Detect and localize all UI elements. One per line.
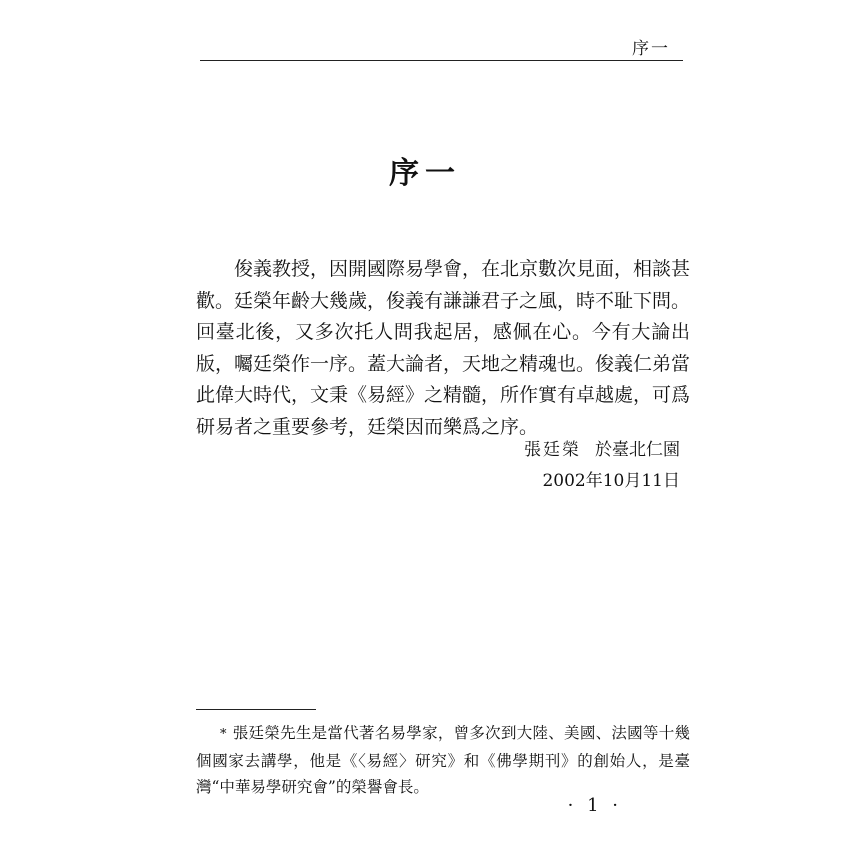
- footnote-mark: *: [220, 727, 227, 742]
- signature-block: [524, 435, 680, 497]
- signature-place: 於臺北仁園: [595, 440, 680, 460]
- header-rule: [200, 60, 683, 61]
- page-number: · 1 ·: [567, 795, 622, 816]
- running-header: 序一: [632, 39, 670, 59]
- footnote: [196, 720, 690, 800]
- body-paragraph: 俊義教授，因開國際易學會，在北京數次見面，相談甚歡。廷榮年齡大幾歲，俊義有謙謙君子之風，時不耻下問。回臺北後，又多次托人問我起居，感佩在心。今有大論出版，囑廷榮作一序。蓋大論者，天地之精魂也。俊義仁弟當此偉大時代，文秉《易經》之精髓，所作實有卓越處，可爲研易者之重要參考，廷榮因而樂爲之序。: [196, 258, 691, 438]
- footnote-text: 張廷榮先生是當代著名易學家，曾多次到大陸、美國、法國等十幾個國家去講學，他是《〈易經〉研究》和《佛學期刊》的創始人，是臺灣“中華易學研究會”的榮譽會長。: [196, 724, 690, 796]
- signature-date: 2002年10月11日: [542, 471, 680, 491]
- footnote-rule: [196, 709, 316, 710]
- page-title: 序一: [389, 156, 461, 191]
- signature-author: 張廷榮: [524, 440, 581, 460]
- signature-line: [524, 435, 680, 466]
